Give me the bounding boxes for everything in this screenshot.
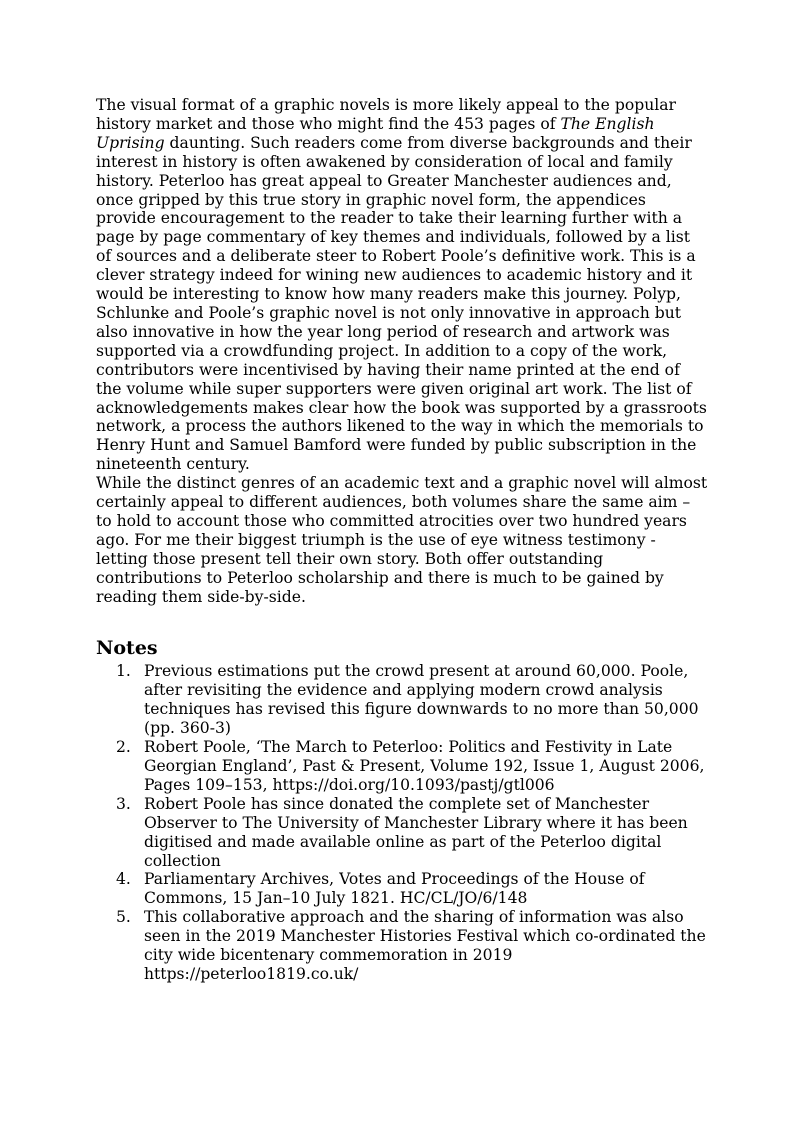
note-number: 4. bbox=[116, 870, 131, 889]
note-item bbox=[96, 870, 710, 908]
note-item bbox=[96, 738, 710, 795]
note-number: 2. bbox=[116, 738, 131, 757]
note-text: This collaborative approach and the sharing of information was also seen in the 2019 Manchester Histories Festival which co-ordinated the city wide bicentenary commemoration in 2019 https://peterloo1819.co.uk/ bbox=[144, 908, 706, 983]
note-text: Robert Poole has since donated the complete set of Manchester Observer to The University of Manchester Library where it has been digitised and made available online as part of the Peterloo digital collection bbox=[144, 794, 688, 870]
note-text: Robert Poole, ‘The March to Peterloo: Politics and Festivity in Late Georgian England’, Past & Present, Volume 192, Issue 1, August 2006, Pages 109–153, https://doi.org/10.1093/pastj/gtl006 bbox=[144, 738, 705, 794]
note-number: 1. bbox=[116, 662, 131, 681]
book-title: The English Uprising bbox=[96, 114, 655, 152]
note-item bbox=[96, 908, 710, 984]
body-paragraph-1-start: The visual format of a graphic novels is more likely appeal to the popular history market and those who might find the 453 pages of bbox=[96, 96, 676, 133]
note-item bbox=[96, 662, 710, 738]
notes-list bbox=[96, 662, 710, 983]
body-paragraph-2: While the distinct genres of an academic text and a graphic novel will almost certainly appeal to different audiences, both volumes share the same aim – to hold to account those who committed atrocities over two hundred years ago. For me their biggest triumph is the use of eye witness testimony - letting those present tell their own story. Both offer outstanding contributions to Peterloo scholarship and there is much to be gained by reading them side-by-side. bbox=[96, 474, 708, 606]
body-paragraph-1-end: daunting. Such readers come from diverse backgrounds and their interest in history is often awakened by consideration of local and family history. Peterloo has great appeal to Greater Manchester audiences and, once gripped by this true story in graphic novel form, the appendices provide encouragement to the reader to take their learning further with a page by page commentary of key themes and individuals, followed by a list of sources and a deliberate steer to Robert Poole’s definitive work. This is a clever strategy indeed for wining new audiences to academic history and it would be interesting to know how many readers make this journey. Polyp, Schlunke and Poole’s graphic novel is not only innovative in approach but also innovative in how the year long period of research and artwork was supported via a crowdfunding project. In addition to a copy of the work, contributors were incentivised by having their name printed at the end of the volume while super supporters were given original art work. The list of acknowledgements makes clear how the book was supported by a grassroots network, a process the authors likened to the way in which the memorials to Henry Hunt and Samuel Bamford were funded by public subscription in the nineteenth century. bbox=[96, 133, 707, 474]
note-item bbox=[96, 795, 710, 871]
note-number: 5. bbox=[116, 908, 131, 927]
document-page bbox=[96, 96, 710, 984]
body-paragraph-1 bbox=[96, 96, 710, 474]
note-text: Parliamentary Archives, Votes and Proceedings of the House of Commons, 15 Jan–10 July 1821. HC/CL/JO/6/148 bbox=[144, 870, 645, 908]
note-text: Previous estimations put the crowd present at around 60,000. Poole, after revisiting the evidence and applying modern crowd analysis techniques has revised this figure downwards to no more than 50,000 (pp. 360-3) bbox=[144, 662, 699, 738]
notes-heading: Notes bbox=[96, 637, 158, 660]
note-number: 3. bbox=[116, 794, 131, 813]
